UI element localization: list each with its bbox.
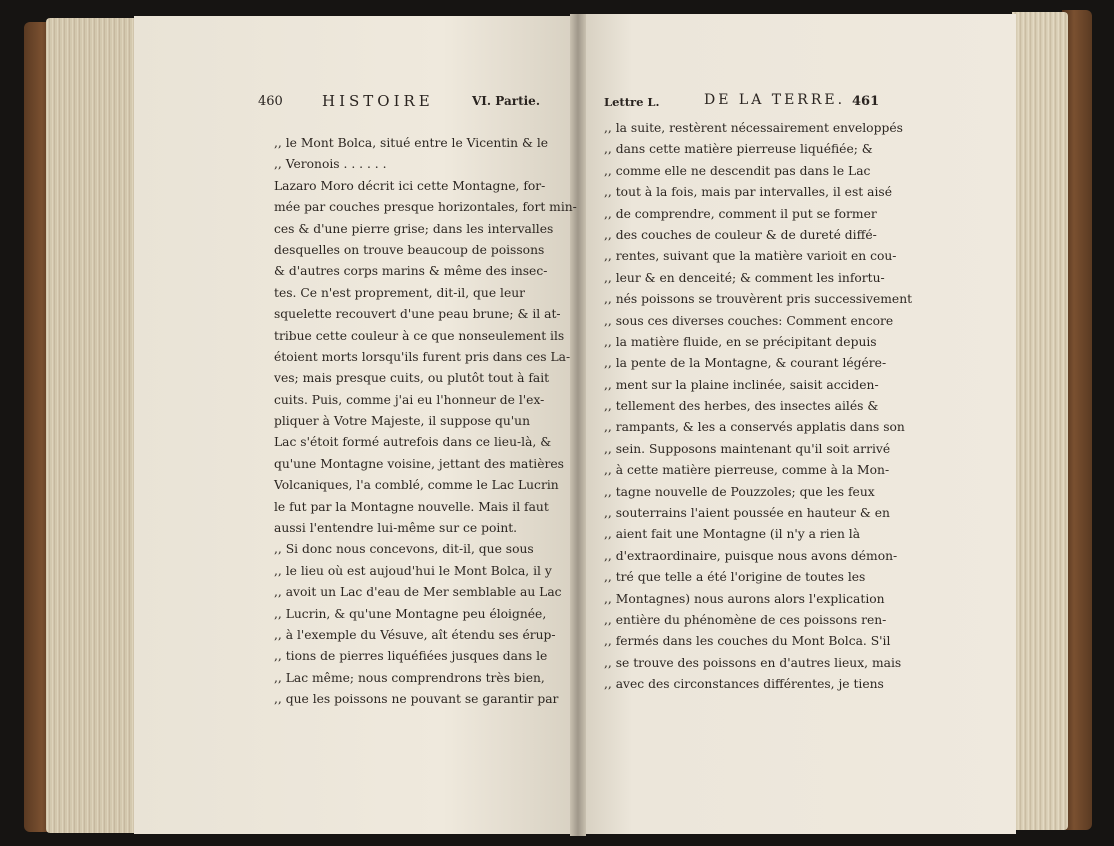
text-line: ,, que les poissons ne pouvant se garantir par [274, 692, 559, 707]
text-line: ,, avec des circonstances différentes, je tiens [604, 677, 884, 692]
text-line: ,, sein. Supposons maintenant qu'il soit arrivé [604, 441, 891, 456]
left-page-number: 460 [258, 94, 283, 109]
text-line: tribue cette couleur à ce que nonseulement ils [274, 328, 565, 343]
text-line: Volcaniques, l'a comblé, comme le Lac Lucrin [274, 478, 559, 493]
text-line: cuits. Puis, comme j'ai eu l'honneur de l'ex- [274, 392, 545, 407]
text-line: tes. Ce n'est proprement, dit-il, que leur [274, 285, 526, 300]
text-line: qu'une Montagne voisine, jettant des matières [274, 456, 564, 471]
text-line: ,, tout à la fois, mais par intervalles, il est aisé [604, 185, 892, 200]
text-line: ,, à cette matière pierreuse, comme à la Mon- [604, 463, 890, 478]
text-line: ,, ment sur la plaine inclinée, saisit acciden- [604, 377, 879, 392]
text-line: ,, tré que telle a été l'origine de toutes les [604, 570, 866, 585]
text-line: ves; mais presque cuits, ou plutôt tout à fait [274, 371, 550, 386]
right-page-text [604, 118, 912, 696]
text-line: ,, Si donc nous concevons, dit-il, que sous [274, 542, 534, 557]
text-line: ces & d'une pierre grise; dans les intervalles [274, 221, 554, 236]
text-line: Lac s'étoit formé autrefois dans ce lieu-là, & [274, 435, 552, 450]
text-line: ,, tions de pierres liquéfiées jusques dans le [274, 649, 548, 664]
text-line: ,, rampants, & les a conservés applatis dans son [604, 420, 905, 435]
text-line: ,, se trouve des poissons en d'autres lieux, mais [604, 655, 902, 670]
right-page-edges [1012, 12, 1068, 830]
text-line: ,, la pente de la Montagne, & courant légére- [604, 356, 887, 371]
left-section-label: VI. Partie. [472, 94, 540, 108]
text-line: ,, leur & en denceité; & comment les infortu- [604, 270, 885, 285]
left-page-text [274, 133, 577, 711]
text-line: ,, fermés dans les couches du Mont Bolca. S'il [604, 634, 891, 649]
text-line: squelette recouvert d'une peau brune; & il at- [274, 307, 561, 322]
text-line: ,, nés poissons se trouvèrent pris successivement [604, 292, 913, 307]
text-line: ,, tellement des herbes, des insectes ailés & [604, 399, 879, 414]
text-line: ,, à l'exemple du Vésuve, aît étendu ses érup- [274, 627, 556, 642]
text-line: Lazaro Moro décrit ici cette Montagne, for- [274, 178, 546, 193]
text-line: desquelles on trouve beaucoup de poissons [274, 242, 545, 257]
text-line: ,, d'extraordinaire, puisque nous avons démon- [604, 548, 898, 563]
text-line: ,, des couches de couleur & de dureté diffé- [604, 227, 877, 242]
left-header [258, 92, 568, 116]
right-header [604, 92, 894, 116]
text-line: ,, la suite, restèrent nécessairement enveloppés [604, 121, 903, 135]
text-line: ,, comme elle ne descendit pas dans le Lac [604, 163, 871, 178]
right-page-number: 461 [852, 94, 880, 109]
text-line: le fut par la Montagne nouvelle. Mais il faut [274, 499, 549, 514]
text-line: mée par couches presque horizontales, fort min- [274, 200, 577, 215]
text-line: étoient morts lorsqu'ils furent pris dans ces La- [274, 349, 571, 364]
text-line: ,, Veronois . . . . . . [274, 157, 387, 172]
text-line: ,, la matière fluide, en se précipitant depuis [604, 334, 877, 349]
text-line: ,, le lieu où est aujoud'hui le Mont Bolca, il y [274, 563, 552, 578]
text-line: pliquer à Votre Majeste, il suppose qu'un [274, 414, 531, 429]
text-line: ,, avoit un Lac d'eau de Mer semblable au Lac [274, 585, 562, 600]
text-line: ,, tagne nouvelle de Pouzzoles; que les feux [604, 484, 875, 499]
text-line: ,, aient fait une Montagne (il n'y a rien là [604, 527, 861, 542]
text-line: ,, entière du phénomène de ces poissons ren- [604, 612, 887, 627]
text-line: ,, Montagnes) nous aurons alors l'explication [604, 591, 885, 606]
text-line: ,, Lac même; nous comprendrons très bien, [274, 670, 545, 685]
left-page-edges [46, 18, 138, 833]
text-line: aussi l'entendre lui-même sur ce point. [274, 521, 518, 536]
text-line: ,, sous ces diverses couches: Comment encore [604, 313, 894, 328]
text-line: ,, souterrains l'aient poussée en hauteur & en [604, 506, 890, 521]
text-line: ,, de comprendre, comment il put se former [604, 206, 877, 221]
left-running-title: HISTOIRE [322, 92, 434, 110]
right-running-title: DE LA TERRE. [704, 92, 846, 108]
text-line: ,, rentes, suivant que la matière varioit en cou- [604, 249, 897, 264]
text-line: & d'autres corps marins & même des insec- [274, 264, 548, 279]
text-line: ,, Lucrin, & qu'une Montagne peu éloignée, [274, 606, 547, 621]
text-line: ,, dans cette matière pierreuse liquéfiée; & [604, 142, 873, 157]
text-line: ,, le Mont Bolca, situé entre le Vicentin & le [274, 136, 549, 150]
right-section-label: Lettre L. [604, 95, 660, 109]
